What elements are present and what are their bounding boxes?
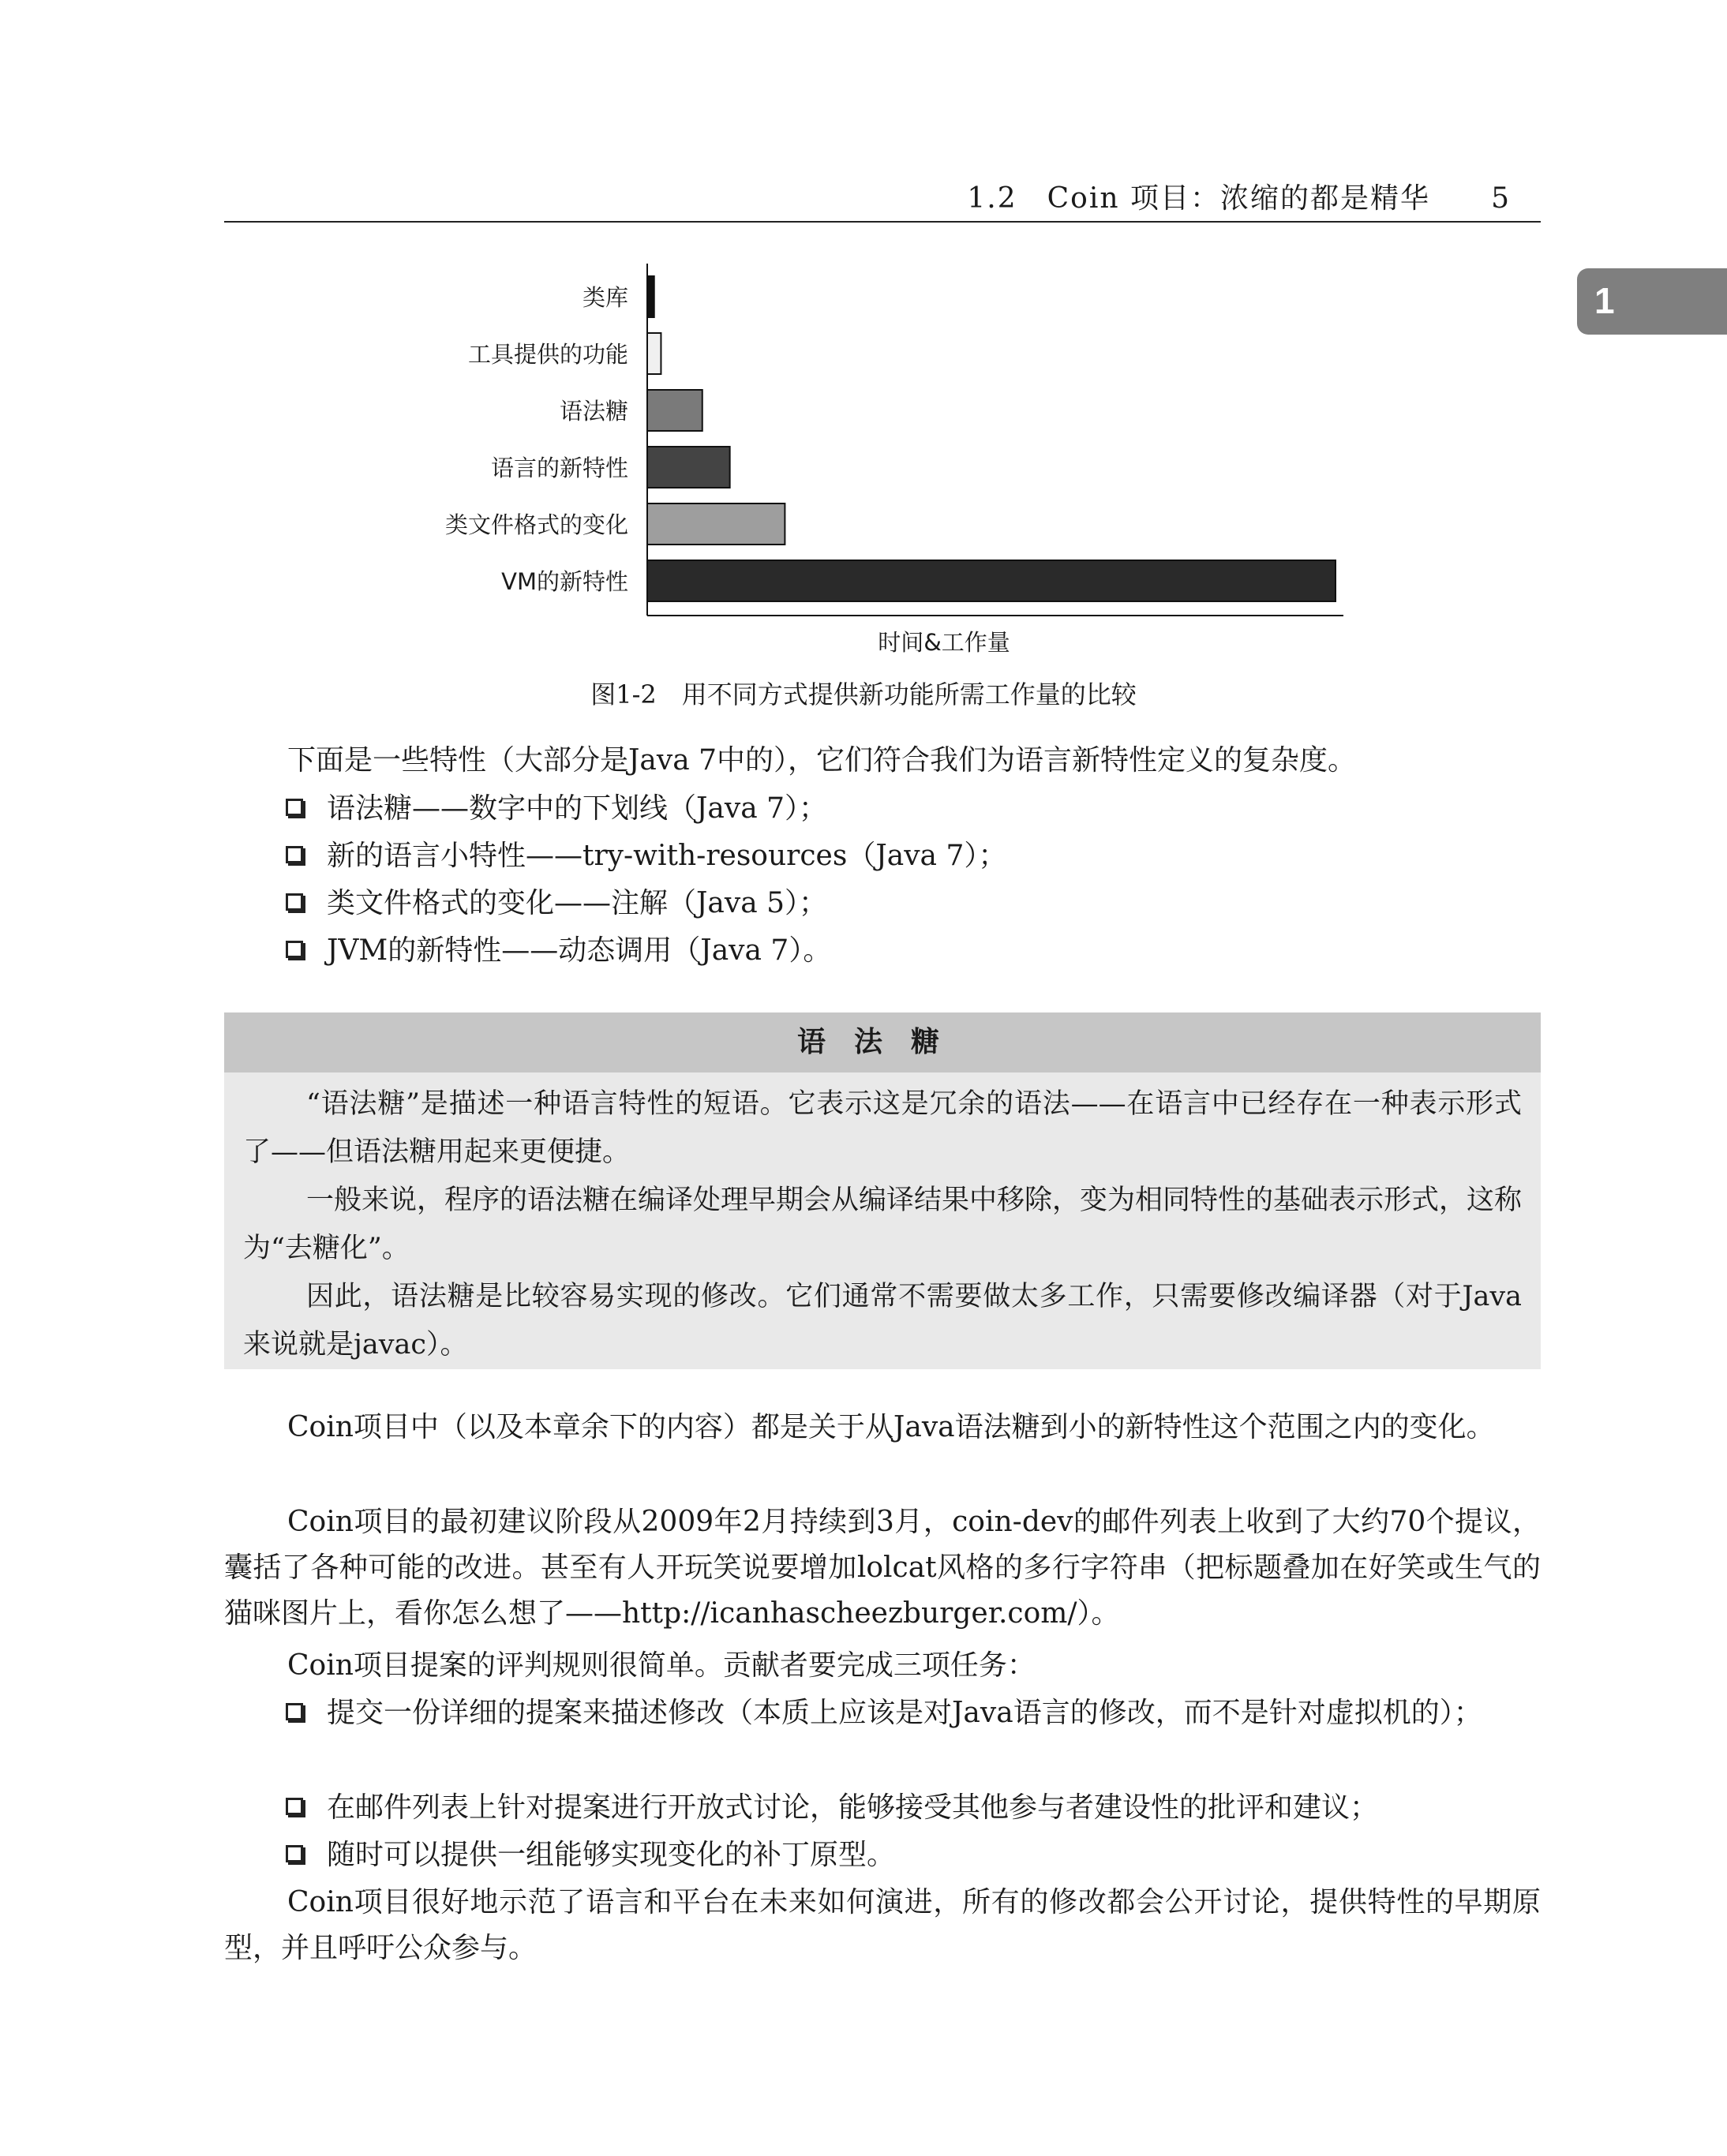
feature-list-item: 类文件格式的变化——注解（Java 5）； bbox=[287, 881, 1541, 926]
task-list-item: 随时可以提供一组能够实现变化的补丁原型。 bbox=[287, 1832, 1541, 1878]
chapter-number: 1 bbox=[1594, 280, 1615, 321]
running-header bbox=[224, 180, 1541, 223]
intro-paragraph: 下面是一些特性（大部分是Java 7中的），它们符合我们为语言新特性定义的复杂度。 bbox=[287, 744, 1357, 777]
sidebar-title: 语法糖 bbox=[224, 1012, 1541, 1072]
chart-category-label: 类文件格式的变化 bbox=[444, 511, 628, 538]
task-list-item: 提交一份详细的提案来描述修改（本质上应该是对Java语言的修改，而不是针对虚拟机的）； bbox=[287, 1690, 1541, 1736]
sidebar-paragraph: 因此，语法糖是比较容易实现的修改。它们通常不需要做太多工作，只需要修改编译器（对于Java来说就是javac）。 bbox=[243, 1281, 1522, 1361]
checkbox-bullet-icon bbox=[286, 846, 303, 863]
feature-list-item: 新的语言小特性——try-with-resources（Java 7）； bbox=[287, 833, 1541, 879]
chart-category-label: VM的新特性 bbox=[501, 568, 628, 595]
chart-category-label: 语法糖 bbox=[559, 398, 628, 425]
sidebar-body bbox=[224, 1072, 1541, 1369]
sidebar-paragraph: “语法糖”是描述一种语言特性的短语。它表示这是冗余的语法——在语言中已经存在一种表示形式了——但语法糖用起来更便捷。 bbox=[243, 1088, 1522, 1168]
feature-list-item: 语法糖——数字中的下划线（Java 7）； bbox=[287, 786, 1541, 832]
body-paragraph: Coin项目很好地示范了语言和平台在未来如何演进，所有的修改都会公开讨论，提供特性的早期原型，并且呼吁公众参与。 bbox=[224, 1886, 1541, 1964]
body-paragraph: Coin项目中（以及本章余下的内容）都是关于从Java语法糖到小的新特性这个范围之内的变化。 bbox=[287, 1411, 1495, 1443]
checkbox-bullet-icon bbox=[286, 799, 303, 816]
chart-bar bbox=[647, 503, 785, 545]
checkbox-bullet-icon bbox=[286, 1703, 303, 1720]
chart-category-label: 语言的新特性 bbox=[490, 455, 628, 481]
checkbox-bullet-icon bbox=[286, 1845, 303, 1862]
feature-list-item: JVM的新特性——动态调用（Java 7）。 bbox=[287, 928, 1541, 974]
body-paragraph: Coin项目的最初建议阶段从2009年2月持续到3月，coin-dev的邮件列表上收到了大约70个提议，囊括了各种可能的改进。甚至有人开玩笑说要增加lolcat风格的多行字符串（把标题叠加在好笑或生气的猫咪图片上，看你怎么想了——http://icanhascheezburger.com/）。 bbox=[224, 1506, 1541, 1630]
header-title: 1.2 Coin 项目：浓缩的都是精华 bbox=[967, 182, 1430, 215]
checkbox-bullet-icon bbox=[286, 1798, 303, 1815]
chart-x-axis-label: 时间&工作量 bbox=[878, 629, 1010, 655]
checkbox-bullet-icon bbox=[286, 941, 303, 958]
chart-bar bbox=[647, 333, 661, 374]
syntactic-sugar-sidebar bbox=[224, 1012, 1541, 1369]
chart-category-label: 工具提供的功能 bbox=[467, 341, 628, 368]
chart-bar bbox=[647, 560, 1336, 601]
effort-bar-chart bbox=[395, 260, 1373, 655]
chart-bar bbox=[647, 276, 654, 317]
chart-bar bbox=[647, 447, 730, 488]
sidebar-paragraph: 一般来说，程序的语法糖在编译处理早期会从编译结果中移除，变为相同特性的基础表示形式，这称为“去糖化”。 bbox=[243, 1185, 1523, 1264]
checkbox-bullet-icon bbox=[286, 893, 303, 911]
chart-bar bbox=[647, 390, 702, 431]
body-paragraph: Coin项目提案的评判规则很简单。贡献者要完成三项任务： bbox=[287, 1649, 1036, 1682]
task-list-item: 在邮件列表上针对提案进行开放式讨论，能够接受其他参与者建设性的批评和建议； bbox=[287, 1785, 1541, 1831]
chapter-thumb-tab bbox=[1577, 268, 1727, 335]
figure-caption: 图1-2 用不同方式提供新功能所需工作量的比较 bbox=[590, 679, 1137, 709]
page-number: 5 bbox=[1491, 182, 1509, 215]
chart-category-label: 类库 bbox=[582, 284, 628, 311]
